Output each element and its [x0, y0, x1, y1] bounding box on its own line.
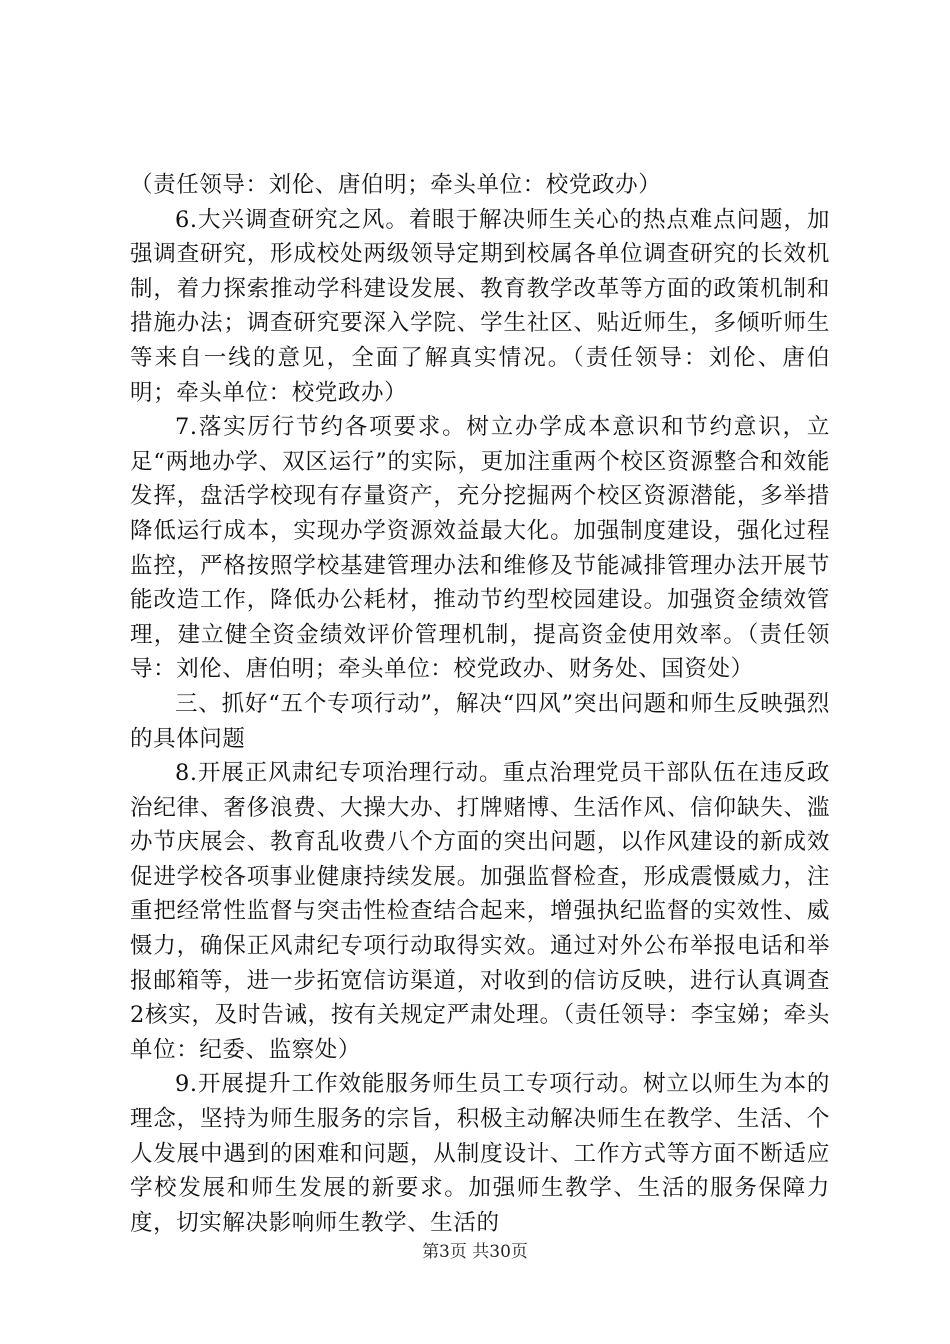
document-body — [130, 168, 830, 1240]
paragraph-item-7: 7.落实厉行节约各项要求。树立办学成本意识和节约意识，立足“两地办学、双区运行”的实际，更加注重两个校区资源整合和效能发挥，盘活学校现有存量资产，充分挖掘两个校区资源潜能，多举措降低运行成本，实现办学资源效益最大化。加强制度建设，强化过程监控，严格按照学校基建管理办法和维修及节能减排管理办法开展节能改造工作，降低办公耗材，推动节约型校园建设。加强资金绩效管理，建立健全资金绩效评价管理机制，提高资金使用效率。（责任领导：刘伦、唐伯明；牵头单位：校党政办、财务处、国资处） — [130, 414, 830, 683]
paragraph-item-6: 6.大兴调查研究之风。着眼于解决师生关心的热点难点问题，加强调查研究，形成校处两级领导定期到校属各单位调查研究的长效机制，着力探索推动学科建设发展、教育教学改革等方面的政策机制和措施办法；调查研究要深入学院、学生社区、贴近师生，多倾听师生等来自一线的意见，全面了解真实情况。（责任领导：刘伦、唐伯明；牵头单位：校党政办） — [130, 206, 830, 406]
paragraph-item-9: 9.开展提升工作效能服务师生员工专项行动。树立以师生为本的理念，坚持为师生服务的宗旨，积极主动解决师生在教学、生活、个人发展中遇到的困难和问题，从制度设计、工作方式等方面不断适应学校发展和师生发展的新要求。加强师生教学、生活的服务保障力度，切实解决影响师生教学、生活的 — [130, 1071, 830, 1236]
paragraph-item-8: 8.开展正风肃纪专项治理行动。重点治理党员干部队伍在违反政治纪律、奢侈浪费、大操大办、打牌赌博、生活作风、信仰缺失、滥办节庆展会、教育乱收费八个方面的突出问题，以作风建设的新成效促进学校各项事业健康持续发展。加强监督检查，形成震慑威力，注重把经常性监督与突击性检查结合起来，增强执纪监督的实效性、威慑力，确保正风肃纪专项行动取得实效。通过对外公布举报电话和举报邮箱等，进一步拓宽信访渠道，对收到的信访反映，进行认真调查2核实，及时告诫，按有关规定严肃处理。（责任领导：李宝娣；牵头单位：纪委、监察处） — [130, 760, 830, 1063]
paragraph-responsibility-note: （责任领导：刘伦、唐伯明；牵头单位：校党政办） — [130, 172, 662, 198]
page-number-footer: 第3页 共30页 — [422, 1242, 528, 1262]
section-heading-three: 三、抓好“五个专项行动”，解决“四风”突出问题和师生反映强烈的具体问题 — [130, 690, 830, 752]
